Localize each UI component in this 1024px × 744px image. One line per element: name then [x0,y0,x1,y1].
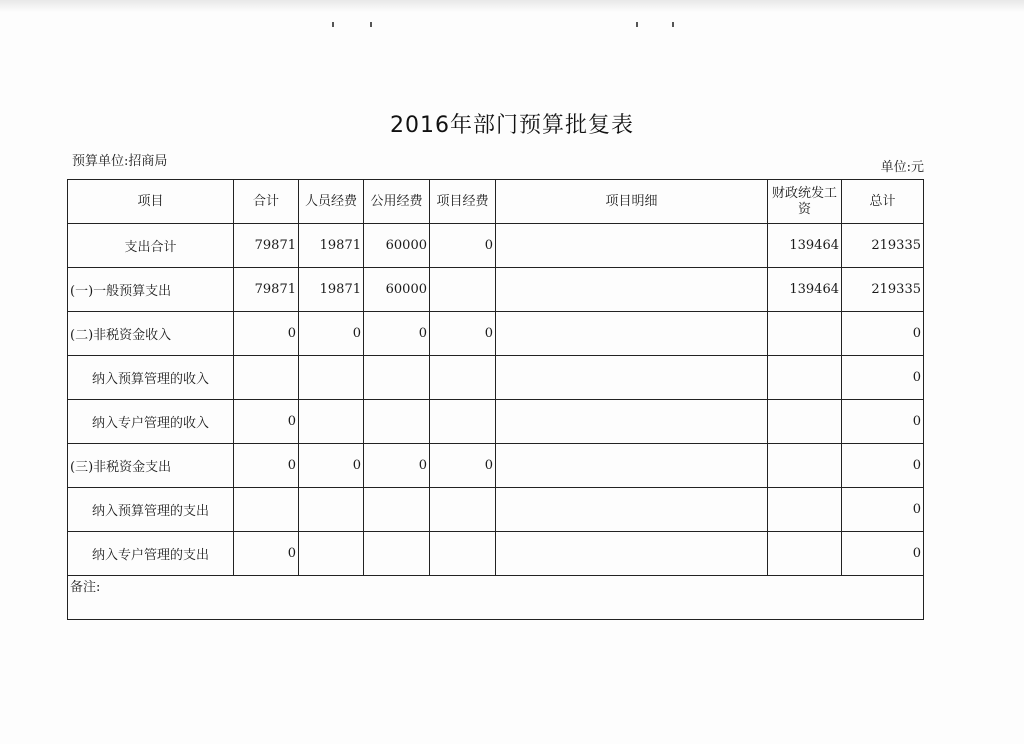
cell-total [234,356,299,400]
page-title: 2016年部门预算批复表 [390,113,634,138]
header-item: 项目 [68,180,234,224]
table-row [68,532,924,576]
scan-speck [672,22,674,27]
cell-salary [768,312,842,356]
row-name: (一)一般预算支出 [68,268,234,312]
cell-project: 0 [430,224,496,268]
header-public: 公用经费 [364,180,430,224]
cell-personnel [299,532,364,576]
cell-project [430,400,496,444]
cell-salary: 139464 [768,268,842,312]
budget-approval-table [67,179,924,620]
header-project: 项目经费 [430,180,496,224]
cell-grand-total: 0 [842,312,924,356]
cell-grand-total: 0 [842,488,924,532]
table-row [68,488,924,532]
header-personnel: 人员经费 [299,180,364,224]
row-name: 纳入专户管理的收入 [68,400,234,444]
cell-project [430,268,496,312]
cell-grand-total: 219335 [842,224,924,268]
cell-detail [496,400,768,444]
row-name: 纳入预算管理的收入 [68,356,234,400]
cell-grand-total: 0 [842,356,924,400]
table-row [68,356,924,400]
cell-personnel [299,400,364,444]
header-detail: 项目明细 [496,180,768,224]
cell-detail [496,268,768,312]
cell-public: 60000 [364,268,430,312]
cell-salary [768,532,842,576]
cell-salary [768,444,842,488]
remark-cell: 备注: [68,576,924,620]
cell-project [430,488,496,532]
cell-detail [496,356,768,400]
cell-salary: 139464 [768,224,842,268]
table-row [68,224,924,268]
cell-grand-total: 0 [842,400,924,444]
cell-detail [496,312,768,356]
cell-project [430,532,496,576]
cell-public [364,400,430,444]
cell-project: 0 [430,312,496,356]
cell-detail [496,224,768,268]
cell-detail [496,532,768,576]
cell-project: 0 [430,444,496,488]
header-salary: 财政统发工资 [768,180,842,224]
table-row [68,268,924,312]
cell-project [430,356,496,400]
cell-total: 79871 [234,268,299,312]
cell-total: 79871 [234,224,299,268]
cell-public: 0 [364,312,430,356]
cell-total: 0 [234,312,299,356]
cell-total: 0 [234,444,299,488]
row-name: 支出合计 [68,224,234,268]
cell-public: 0 [364,444,430,488]
row-name: 纳入预算管理的支出 [68,488,234,532]
table-row [68,444,924,488]
scan-speck [636,22,638,27]
header-grand-total: 总计 [842,180,924,224]
cell-grand-total: 219335 [842,268,924,312]
currency-unit-label: 单位:元 [880,160,924,175]
header-total: 合计 [234,180,299,224]
cell-personnel [299,488,364,532]
cell-total: 0 [234,532,299,576]
cell-grand-total: 0 [842,532,924,576]
cell-detail [496,488,768,532]
table-row [68,312,924,356]
cell-total: 0 [234,400,299,444]
cell-salary [768,356,842,400]
cell-personnel: 19871 [299,224,364,268]
cell-grand-total: 0 [842,444,924,488]
scan-speck [332,22,334,27]
cell-detail [496,444,768,488]
remark-row [68,576,924,620]
scan-edge-shadow [0,0,1024,12]
row-name: 纳入专户管理的支出 [68,532,234,576]
scan-speck [370,22,372,27]
cell-personnel: 0 [299,312,364,356]
cell-total [234,488,299,532]
cell-salary [768,400,842,444]
row-name: (三)非税资金支出 [68,444,234,488]
table-row [68,400,924,444]
cell-personnel [299,356,364,400]
cell-public [364,532,430,576]
budget-unit-label: 预算单位:招商局 [72,154,168,169]
cell-public: 60000 [364,224,430,268]
cell-personnel: 0 [299,444,364,488]
cell-public [364,488,430,532]
cell-personnel: 19871 [299,268,364,312]
table-header-row [68,180,924,224]
cell-public [364,356,430,400]
row-name: (二)非税资金收入 [68,312,234,356]
cell-salary [768,488,842,532]
